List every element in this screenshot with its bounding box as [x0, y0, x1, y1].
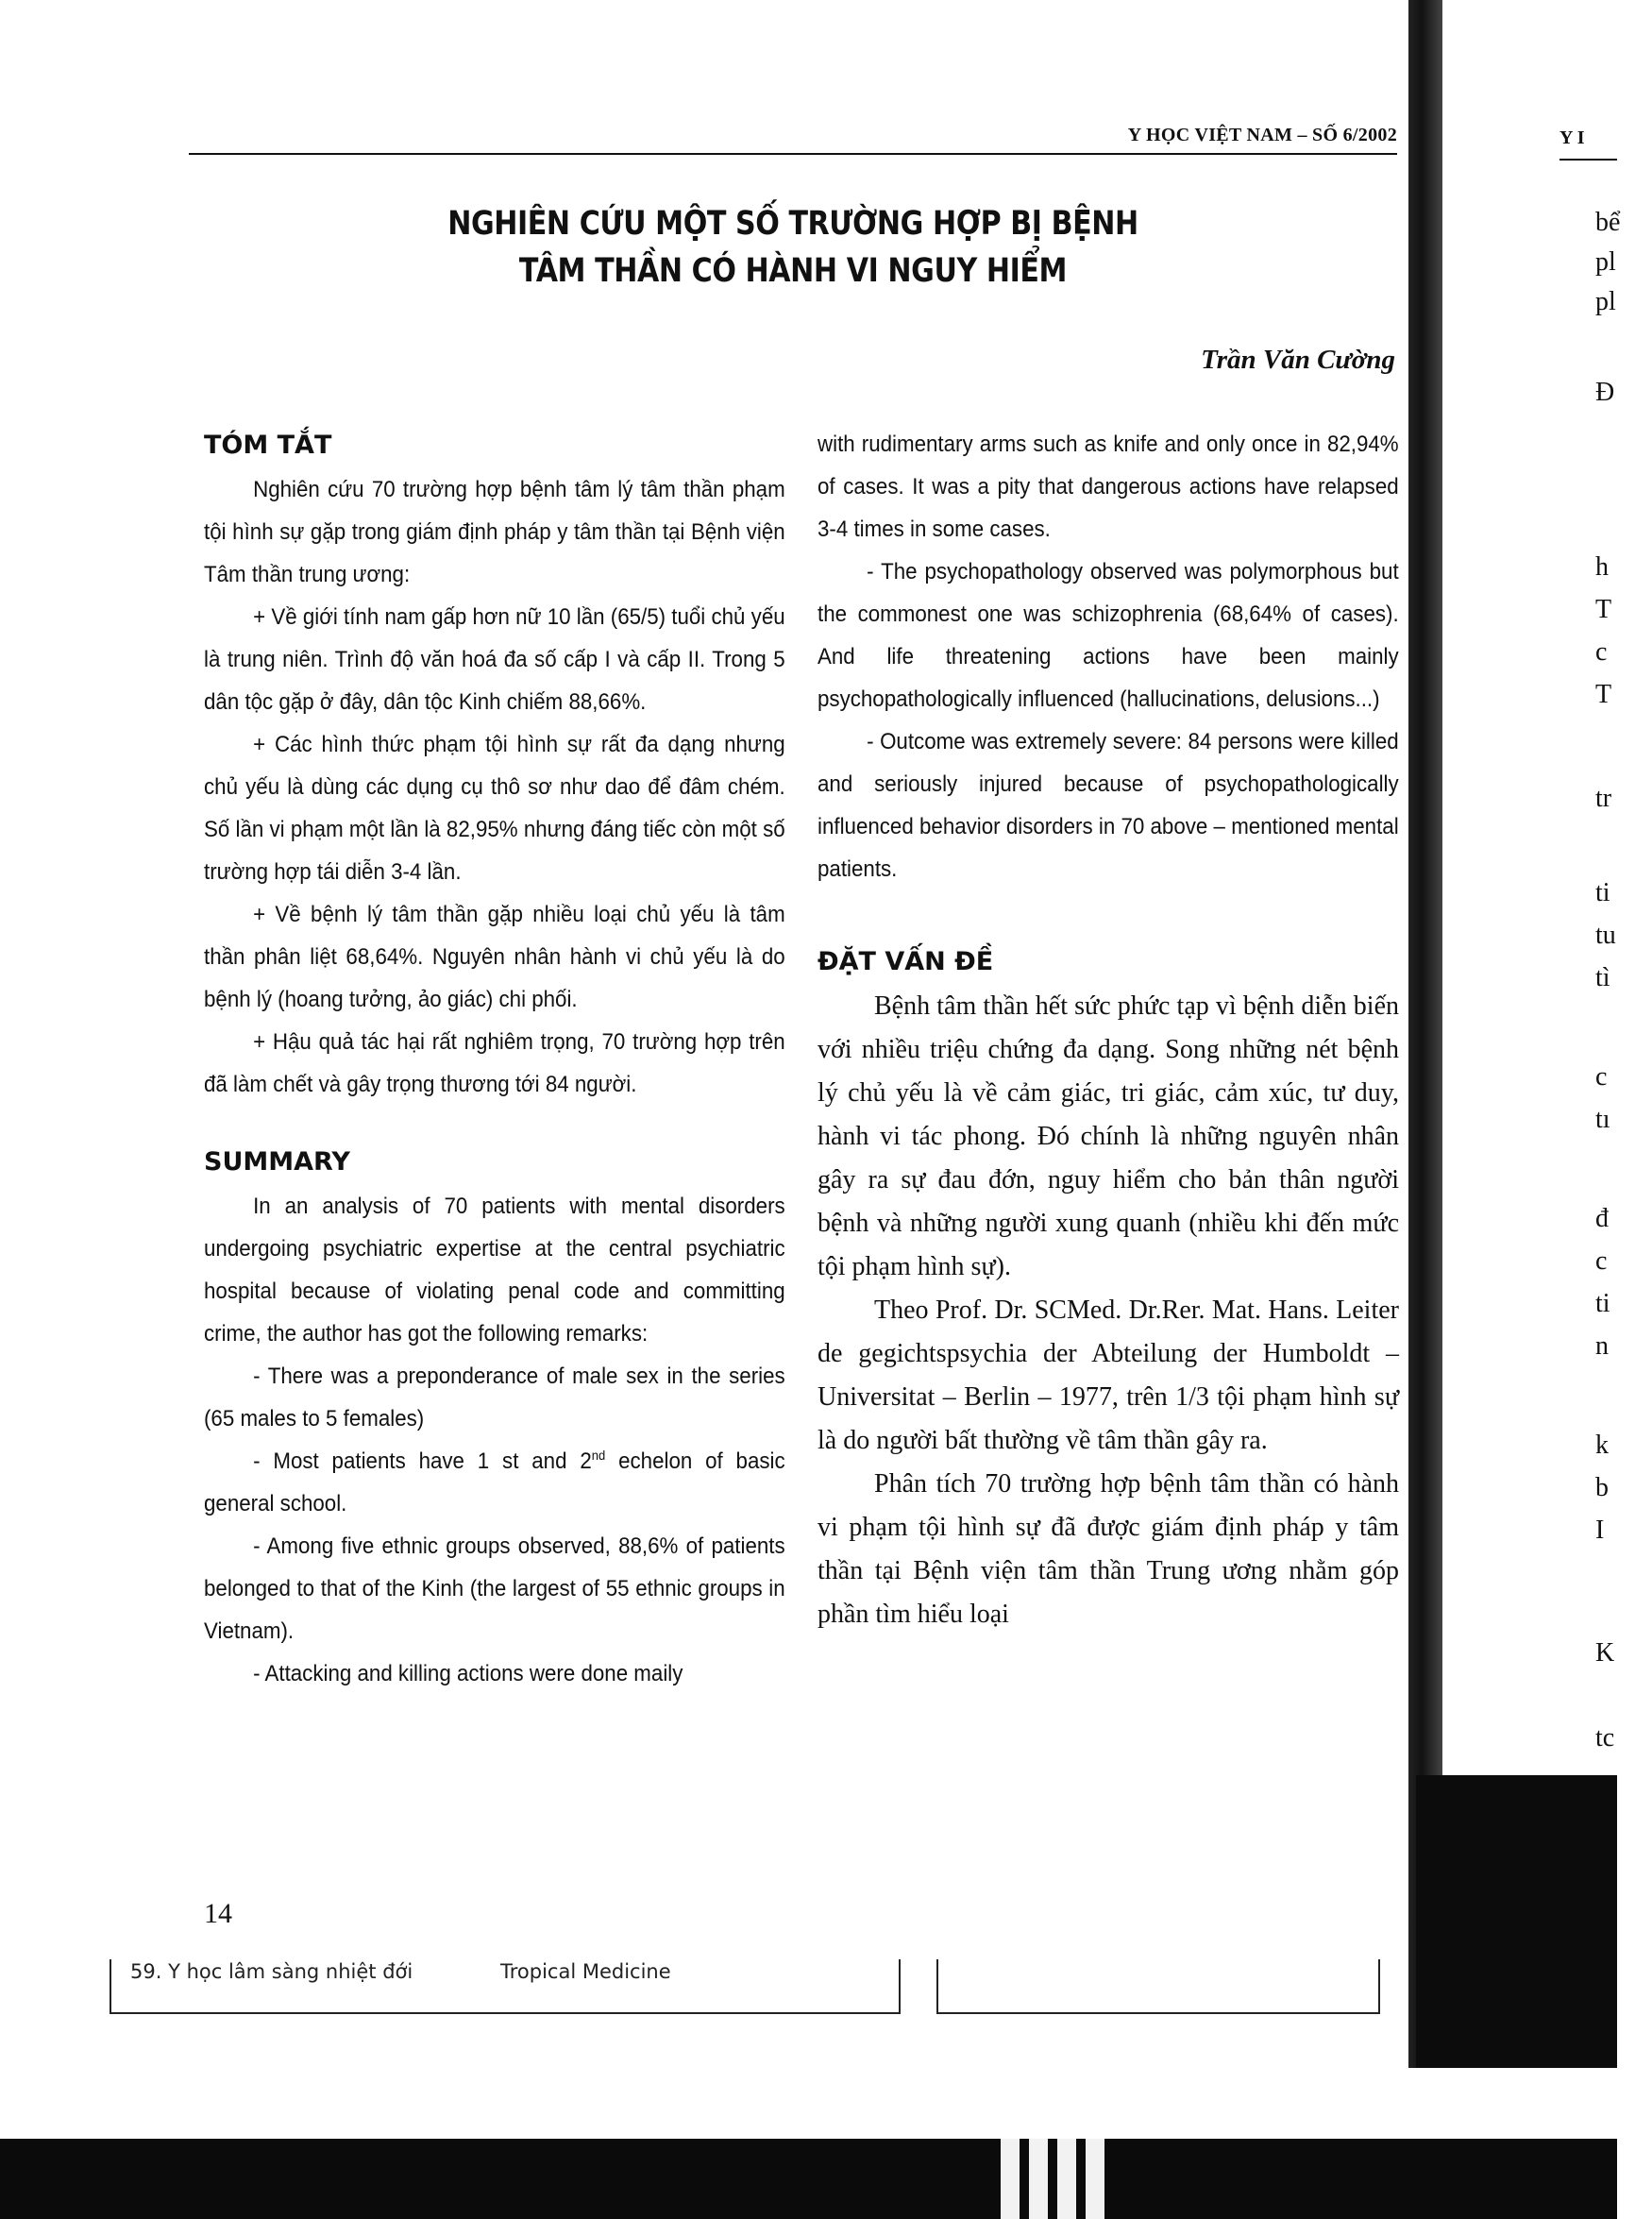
scan-band-mark [1001, 2139, 1020, 2219]
next-page-fragment: Đ [1595, 378, 1615, 407]
section-gap [818, 890, 1399, 940]
next-page-fragment: n [1595, 1331, 1609, 1361]
header-rule [189, 153, 1397, 155]
next-page-fragment: c [1595, 637, 1608, 667]
next-page-fragment: T [1595, 595, 1612, 624]
page-number: 14 [204, 1898, 232, 1929]
title-line-1: NGHIÊN CỨU MỘT SỐ TRƯỜNG HỢP BỊ BỆNH [447, 205, 1138, 243]
left-column [204, 423, 785, 1695]
running-head: Y HỌC VIỆT NAM – SỐ 6/2002 [1127, 125, 1397, 145]
tom-tat-paragraph: Nghiên cứu 70 trường hợp bệnh tâm lý tâm thần phạm tội hình sự gặp trong giám định pháp y tâm thần tại Bệnh viện Tâm thần trung ương: [204, 477, 785, 587]
next-page-fragment: pl [1595, 287, 1616, 316]
next-page-fragment: c [1595, 1062, 1608, 1092]
footer-stamp-box [936, 1959, 1380, 2014]
scan-band-mark [1057, 2139, 1076, 2219]
tom-tat-paragraph: + Về bệnh lý tâm thần gặp nhiều loại chủ yếu là tâm thần phân liệt 68,64%. Nguyên nhân hành vi chủ yếu là do bệnh lý (hoang tưởng, ảo giác) chi phối. [204, 902, 785, 1012]
summary-paragraph: - The psychopathology observed was polymorphous but the commonest one was schizophrenia (68,64% of cases). And life threatening actions have been mainly psychopathologically influenced (hallucinations, delusions...) [818, 559, 1399, 712]
next-page-header-rule [1559, 159, 1617, 161]
section-gap [204, 1106, 785, 1140]
scan-band-mark [1086, 2139, 1104, 2219]
summary-paragraph: - Outcome was extremely severe: 84 persons were killed and seriously injured because of psychopathologically influenced behavior disorders in 70 above – mentioned mental patients. [818, 729, 1399, 882]
scan-dark-edge [1416, 1775, 1617, 2068]
next-page-fragment: k [1595, 1431, 1609, 1460]
summary-text: echelon of basic general school. [204, 1448, 785, 1516]
dat-van-de-heading: ĐẶT VẤN ĐỀ [818, 947, 994, 976]
next-page-fragment: c [1595, 1246, 1608, 1276]
next-page-fragment: h [1595, 552, 1609, 582]
next-page-fragment: T [1595, 680, 1612, 709]
scan-band-mark [1029, 2139, 1048, 2219]
next-page-fragment: ti [1595, 1289, 1610, 1318]
tom-tat-paragraph: + Hậu quả tác hại rất nghiêm trọng, 70 trường hợp trên đã làm chết và gây trọng thương tới 84 người. [204, 1029, 785, 1097]
right-column [818, 423, 1399, 1636]
footer-journal-vi: 59. Y học lâm sàng nhiệt đới [130, 1960, 413, 1983]
next-page-fragment: I [1595, 1516, 1605, 1545]
author: Trần Văn Cường [1201, 345, 1395, 375]
article-title [274, 200, 1313, 295]
next-page-fragment: tı [1595, 1105, 1610, 1134]
summary-heading: SUMMARY [204, 1147, 350, 1177]
tom-tat-heading: TÓM TẮT [204, 431, 332, 460]
next-page-fragment: b [1595, 1473, 1609, 1502]
body-paragraph: Theo Prof. Dr. SCMed. Dr.Rer. Mat. Hans. Leiter de gegichtspsychia der Abteilung der Humboldt – Universitat – Berlin – 1977, trên 1/3 tội phạm hình sự là do người bất thường về tâm thần gây ra. [818, 1296, 1399, 1455]
tom-tat-paragraph: + Các hình thức phạm tội hình sự rất đa dạng nhưng chủ yếu là dùng các dụng cụ thô sơ như dao để đâm chém. Số lần vi phạm một lần là 82,95% nhưng đáng tiếc còn một số trường hợp tái diễn 3-4 lần. [204, 732, 785, 885]
next-page-fragment: K [1595, 1638, 1615, 1668]
superscript: nd [591, 1448, 606, 1463]
summary-paragraph: - There was a preponderance of male sex in the series (65 males to 5 females) [204, 1364, 785, 1431]
tom-tat-paragraph: + Về giới tính nam gấp hơn nữ 10 lần (65/5) tuổi chủ yếu là trung niên. Trình độ văn hoá đa số cấp I và cấp II. Trong 5 dân tộc gặp ở đây, dân tộc Kinh chiếm 88,66%. [204, 604, 785, 715]
next-page-fragment: tc [1595, 1723, 1615, 1753]
next-page-running-head: Y I [1559, 127, 1585, 148]
footer-journal-en: Tropical Medicine [500, 1960, 671, 1983]
page-gutter-shadow [1408, 0, 1442, 2068]
next-page-fragment: tu [1595, 921, 1616, 950]
title-line-2: TÂM THẦN CÓ HÀNH VI NGUY HIỂM [518, 252, 1068, 290]
scan-bottom-band [0, 2139, 1617, 2219]
next-page-fragment: pl [1595, 247, 1616, 277]
summary-paragraph [204, 1440, 785, 1525]
body-paragraph: Phân tích 70 trường hợp bệnh tâm thần có hành vi phạm tội hình sự đã được giám định pháp y tâm thần tại Bệnh viện tâm thần Trung ương nhằm góp phần tìm hiểu loại [818, 1469, 1399, 1629]
summary-paragraph-continued: with rudimentary arms such as knife and only once in 82,94% of cases. It was a pity that dangerous actions have relapsed 3-4 times in some cases. [818, 432, 1399, 542]
summary-paragraph: - Among five ethnic groups observed, 88,6% of patients belonged to that of the Kinh (the largest of 55 ethnic groups in Vietnam). [204, 1533, 785, 1644]
summary-text: - Most patients have 1 st and 2 [253, 1448, 592, 1474]
next-page-fragment: tr [1595, 784, 1612, 813]
next-page-fragment: đ [1595, 1204, 1609, 1233]
summary-paragraph: In an analysis of 70 patients with mental disorders undergoing psychiatric expertise at the central psychiatric hospital because of violating penal code and committing crime, the author has got the following remarks: [204, 1194, 785, 1347]
next-page-fragment: bể [1595, 208, 1621, 237]
next-page-fragment: ti [1595, 878, 1610, 907]
summary-paragraph: - Attacking and killing actions were done maily [253, 1661, 683, 1686]
body-paragraph: Bệnh tâm thần hết sức phức tạp vì bệnh diễn biến với nhiều triệu chứng đa dạng. Song những nét bệnh lý chủ yếu là về cảm giác, tri giác, cảm xúc, tư duy, hành vi tác phong. Đó chính là những nguyên nhân gây ra sự đau đớn, nguy hiểm cho bản thân người bệnh và những người xung quanh (nhiều khi đến mức tội phạm hình sự). [818, 991, 1399, 1281]
next-page-fragment: tì [1595, 963, 1610, 992]
